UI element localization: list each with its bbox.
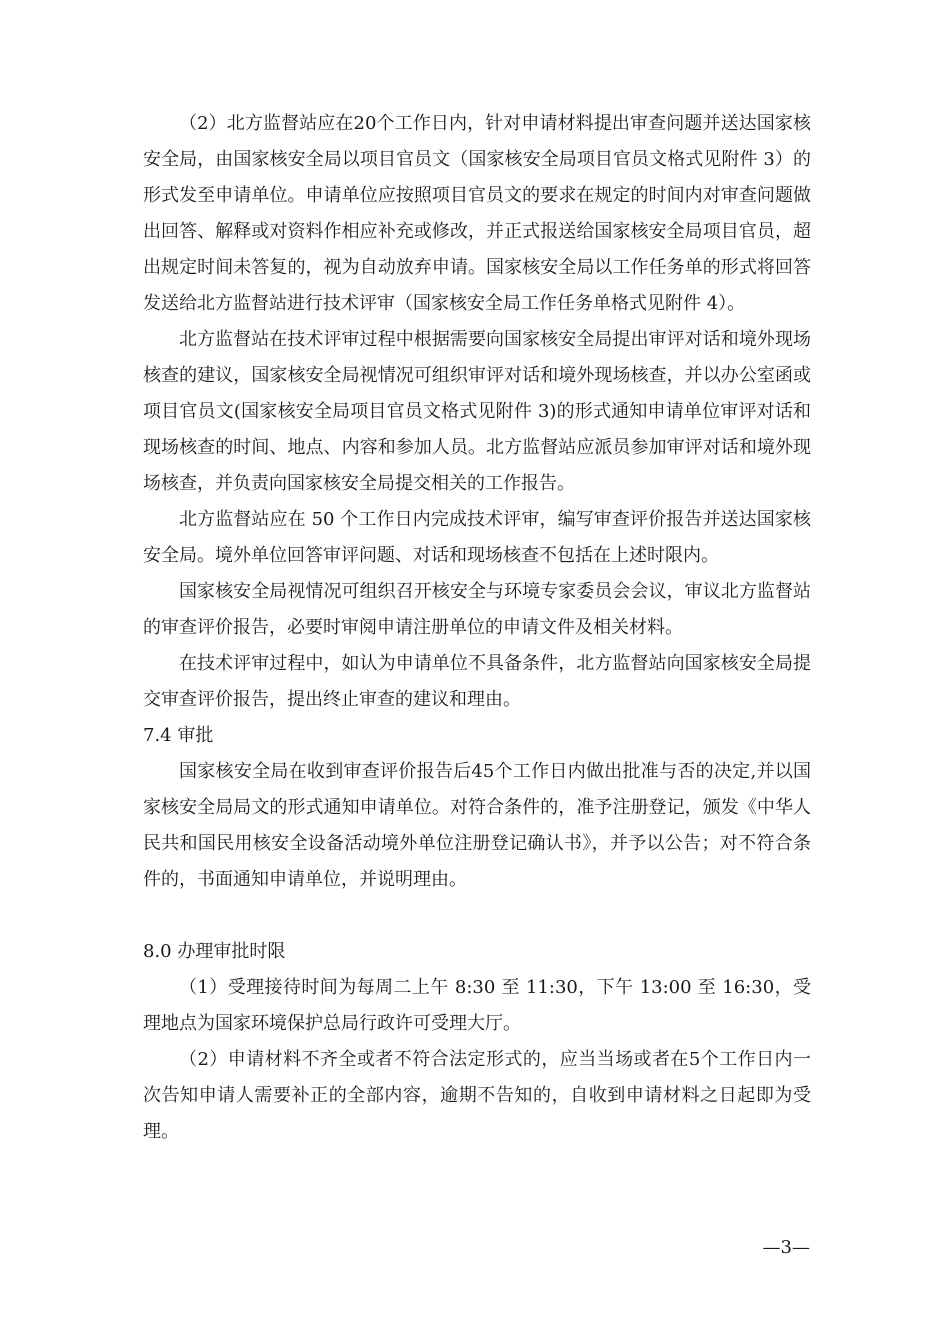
section-heading-time-limit: 8.0 办理审批时限 <box>143 941 286 962</box>
document-body <box>143 106 811 1150</box>
page-number: —3— <box>762 1237 810 1258</box>
paragraph-review-questions: （2）北方监督站应在20个工作日内，针对申请材料提出审查问题并送达国家核安全局，由国家核安全局以项目官员文（国家核安全局项目官员文格式见附件 3）的形式发至申请单位。申请单位应按照项目官员文的要求在规定的时间内对审查问题做出回答、解释或对资料作相应补充或修改，并正式报送给国家核安全局项目官员，超出规定时间未答复的，视为自动放弃申请。国家核安全局以工作任务单的形式将回答发送给北方监督站进行技术评审（国家核安全局工作任务单格式见附件 4）。 <box>143 113 811 314</box>
paragraph-termination: 在技术评审过程中，如认为申请单位不具备条件，北方监督站向国家核安全局提交审查评价报告，提出终止审查的建议和理由。 <box>143 653 811 710</box>
paragraph-incomplete-materials: （2）申请材料不齐全或者不符合法定形式的，应当当场或者在5个工作日内一次告知申请人需要补正的全部内容，逾期不告知的，自收到申请材料之日起即为受理。 <box>143 1049 811 1142</box>
paragraph-reception-hours: （1）受理接待时间为每周二上午 8:30 至 11:30，下午 13:00 至 16:30，受理地点为国家环境保护总局行政许可受理大厅。 <box>143 977 811 1034</box>
paragraph-technical-review-deadline: 北方监督站应在 50 个工作日内完成技术评审，编写审查评价报告并送达国家核安全局。境外单位回答审评问题、对话和现场核查不包括在上述时限内。 <box>143 509 811 566</box>
paragraph-expert-committee: 国家核安全局视情况可组织召开核安全与环境专家委员会会议，审议北方监督站的审查评价报告，必要时审阅申请注册单位的申请文件及相关材料。 <box>143 581 811 638</box>
section-heading-approval: 7.4 审批 <box>143 725 214 746</box>
paragraph-approval-decision: 国家核安全局在收到审查评价报告后45个工作日内做出批准与否的决定,并以国家核安全局局文的形式通知申请单位。对符合条件的，准予注册登记，颁发《中华人民共和国民用核安全设备活动境外单位注册登记确认书》，并予以公告；对不符合条件的，书面通知申请单位，并说明理由。 <box>143 761 811 890</box>
paragraph-review-dialogue: 北方监督站在技术评审过程中根据需要向国家核安全局提出审评对话和境外现场核查的建议，国家核安全局视情况可组织审评对话和境外现场核查，并以办公室函或项目官员文(国家核安全局项目官员文格式见附件 3)的形式通知申请单位审评对话和现场核查的时间、地点、内容和参加人员。北方监督站应派员参加审评对话和境外现场核查，并负责向国家核安全局提交相关的工作报告。 <box>143 329 811 494</box>
